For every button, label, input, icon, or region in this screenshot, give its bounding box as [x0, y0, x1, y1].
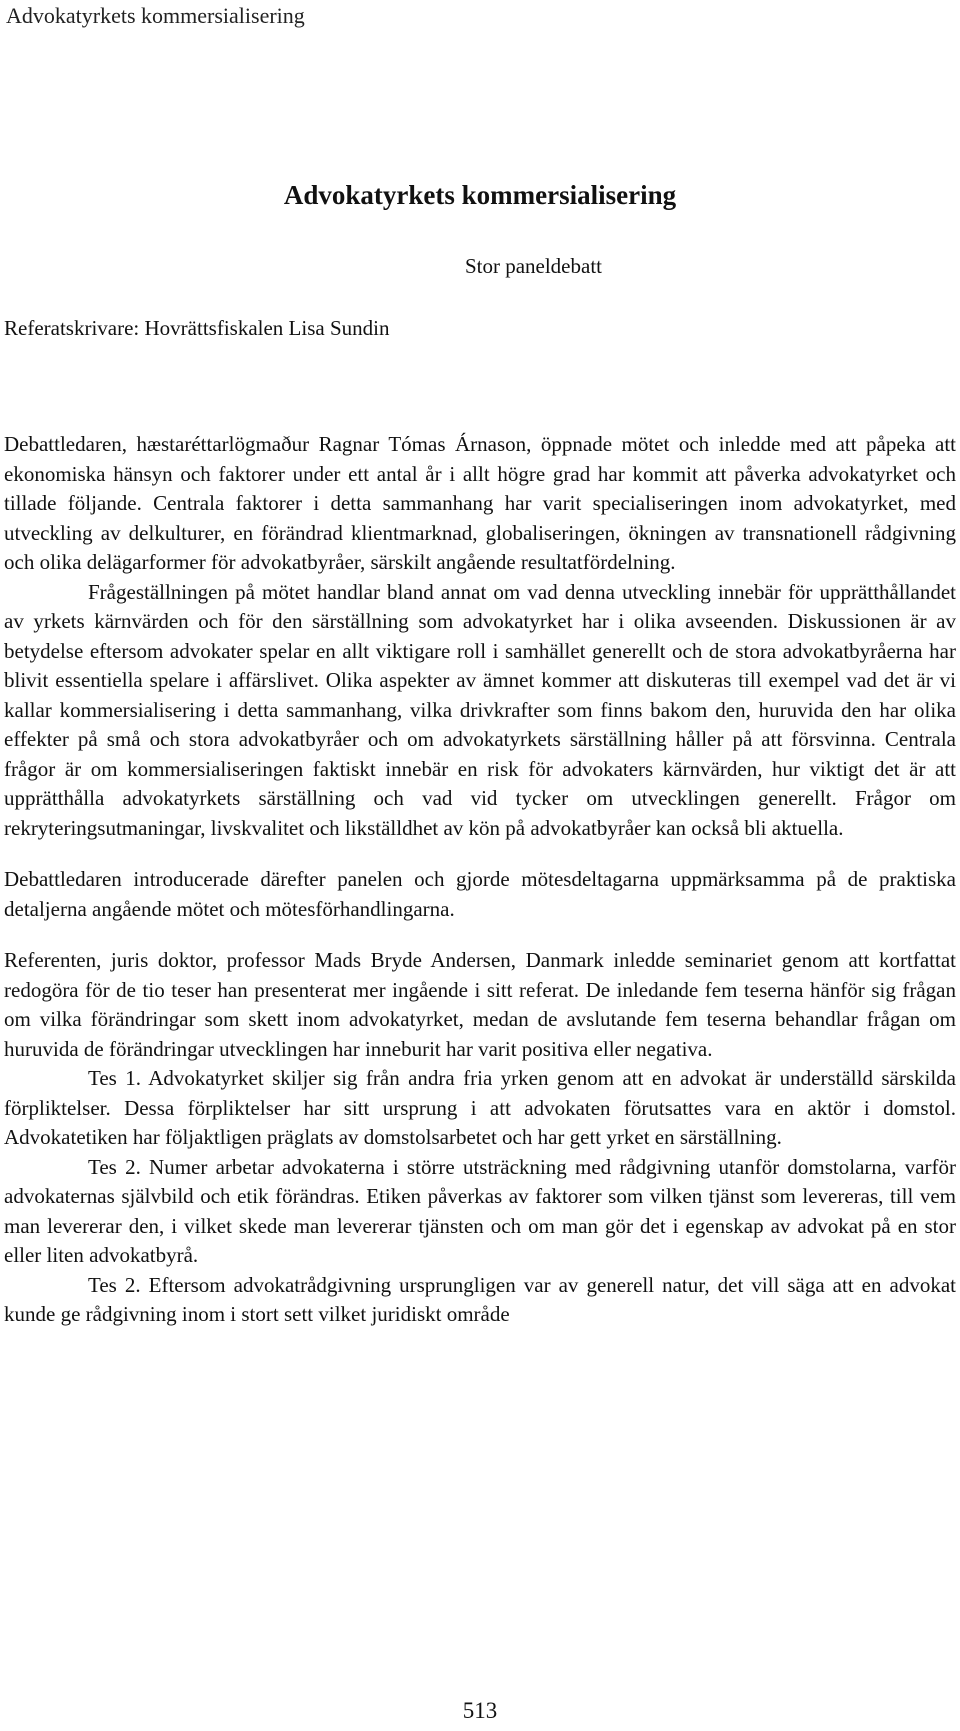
paragraph-thesis-2b: Tes 2. Eftersom advokatrådgivning ursprungligen var av generell natur, det vill säga att en advokat kunde ge rådgivning inom i stort sett vilket juridiskt område	[4, 1272, 956, 1326]
reporter-line: Referatskrivare: Hovrättsfiskalen Lisa Sundin	[4, 316, 390, 340]
paragraph-referent: Referenten, juris doktor, professor Mads Bryde Andersen, Danmark inledde seminariet genom att kortfattat redogöra för de tio teser han presenterat mer ingående i sitt referat. De inledande fem teserna hänför sig frågan om vilka förändringar som skett inom advokatyrket, medan de avslutande fem teserna behandlar frågan om huruvida de förändringar utvecklingen har inneburit har varit positiva eller negativa.	[4, 948, 956, 1061]
running-header: Advokatyrkets kommersialisering	[6, 3, 305, 28]
paragraph-panel: Debattledaren introducerade därefter panelen och gjorde mötesdeltagarna uppmärksamma på de praktiska detaljerna angående mötet och mötesförhandlingarna.	[4, 867, 956, 921]
body-text	[4, 430, 956, 1330]
paragraph-questions: Frågeställningen på mötet handlar bland annat om vad denna utveckling innebär för upprätthållandet av yrkets kärnvärden och för den särställning som advokatyrket har i olika avseenden. Diskussionen är av betydelse eftersom advokater spelar en allt viktigare roll i samhället generellt och de stora advokatbyråerna har blivit essentiella spelare i affärslivet. Olika aspekter av ämnet kommer att diskuteras till exempel vad det är vi kallar kommersialisering i detta sammanhang, vilka drivkrafter som finns bakom den, huruvida den har olika effekter på små och stora advokatbyråer och om advokatyrkets särställning håller på att försvinna. Centrala frågor är om kommersialiseringen faktiskt innebär en risk för advokaters kärnvärden, hur viktigt det är att upprätthålla advokatyrkets särställning och vad vid tycker om utvecklingen generellt. Frågor om rekryteringsutmaningar, livskvalitet och likställdhet av kön på advokatbyråer kan också bli aktuella.	[4, 579, 956, 840]
document-subtitle: Stor paneldebatt	[464, 254, 602, 278]
paragraph-thesis-2: Tes 2. Numer arbetar advokaterna i större utsträckning med rådgivning utanför domstolarna, varför advokaternas självbild och etik förändras. Etiken påverkas av faktorer som vilken tjänst som levereras, till vem man levererar den, i vilket skede man levererar tjänsten och om man gör det i egenskap av advokat på en stor eller liten advokatbyrå.	[4, 1154, 956, 1267]
paragraph-thesis-1: Tes 1. Advokatyrket skiljer sig från andra fria yrken genom att en advokat är underställd särskilda förpliktelser. Dessa förpliktelser har sitt ursprung i att advokaten förutsattes vara en aktör i domstol. Advokatetiken har följaktligen präglats av domstolsarbetet och har gett yrket en särställning.	[4, 1066, 956, 1149]
page-number: 513	[462, 1698, 498, 1723]
paragraph-intro: Debattledaren, hæstaréttarlögmaður Ragnar Tómas Árnason, öppnade mötet och inledde med att påpeka att ekonomiska hänsyn och faktorer under ett antal år i allt högre grad har kommit att påverka advokatyrket och tillade följande. Centrala faktorer i detta sammanhang har varit specialiseringen inom advokatyrket, med utveckling av delkulturer, en förändrad klientmarknad, globaliseringen, ökningen av transnationell rådgivning och olika delägarformer för advokatbyråer, särskilt angående resultatfördelning.	[4, 432, 956, 574]
document-title: Advokatyrkets kommersialisering	[283, 180, 677, 210]
